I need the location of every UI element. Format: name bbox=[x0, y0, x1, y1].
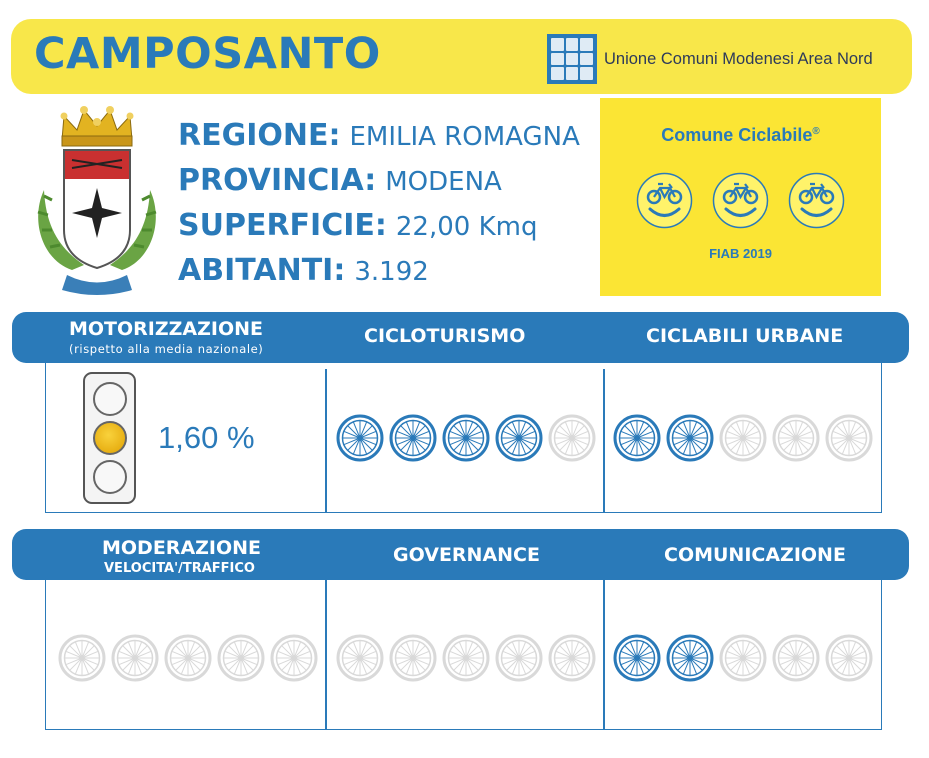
divider bbox=[325, 369, 327, 513]
union-logo-block[interactable] bbox=[547, 34, 873, 84]
coat-of-arms-icon bbox=[22, 100, 172, 300]
badge-title: Comune Ciclabile® bbox=[661, 125, 820, 145]
bike-smiley-icon bbox=[636, 172, 693, 229]
label-motorizzazione-sub: (rispetto alla media nazionale) bbox=[69, 342, 264, 356]
label-cicloturismo: CICLOTURISMO bbox=[364, 325, 526, 347]
rating-comunicazione bbox=[613, 634, 873, 682]
wheel-empty-icon bbox=[548, 634, 596, 682]
wheel-empty-icon bbox=[164, 634, 212, 682]
info-row-abitanti bbox=[178, 253, 580, 298]
divider bbox=[603, 369, 605, 513]
page-title: CAMPOSANTO bbox=[34, 29, 381, 79]
wheel-empty-icon bbox=[270, 634, 318, 682]
info-row-provincia bbox=[178, 163, 580, 208]
wheel-filled-icon bbox=[495, 414, 543, 462]
divider bbox=[325, 580, 327, 730]
info-key: ABITANTI: bbox=[178, 253, 346, 288]
label-ciclabili-urbane: CICLABILI URBANE bbox=[646, 325, 844, 347]
info-value: MODENA bbox=[385, 167, 502, 197]
municipality-info bbox=[178, 118, 580, 298]
wheel-empty-icon bbox=[111, 634, 159, 682]
wheel-filled-icon bbox=[613, 634, 661, 682]
wheel-filled-icon bbox=[666, 414, 714, 462]
info-value: EMILIA ROMAGNA bbox=[349, 122, 580, 152]
comune-ciclabile-badge bbox=[600, 98, 881, 296]
wheel-filled-icon bbox=[666, 634, 714, 682]
label-governance: GOVERNANCE bbox=[393, 544, 540, 566]
badge-footer: FIAB 2019 bbox=[709, 246, 772, 261]
union-logo-icon bbox=[547, 34, 597, 84]
motorizzazione-value: 1,60 % bbox=[158, 420, 255, 455]
rating-ciclabili-urbane bbox=[613, 414, 873, 462]
label-moderazione-sub: VELOCITA'/TRAFFICO bbox=[104, 561, 255, 576]
info-value: 3.192 bbox=[354, 257, 429, 287]
info-key: PROVINCIA: bbox=[178, 163, 377, 198]
traffic-light-icon bbox=[83, 372, 136, 504]
wheel-empty-icon bbox=[217, 634, 265, 682]
wheel-empty-icon bbox=[719, 414, 767, 462]
wheel-empty-icon bbox=[58, 634, 106, 682]
bike-smiley-icon bbox=[712, 172, 769, 229]
divider bbox=[603, 580, 605, 730]
info-value: 22,00 Kmq bbox=[395, 212, 538, 242]
info-key: SUPERFICIE: bbox=[178, 208, 387, 243]
wheel-filled-icon bbox=[389, 414, 437, 462]
info-key: REGIONE: bbox=[178, 118, 341, 153]
wheel-filled-icon bbox=[336, 414, 384, 462]
bike-smiley-icon bbox=[788, 172, 845, 229]
wheel-empty-icon bbox=[389, 634, 437, 682]
rating-moderazione bbox=[58, 634, 318, 682]
wheel-filled-icon bbox=[613, 414, 661, 462]
header-banner bbox=[11, 19, 912, 94]
wheel-empty-icon bbox=[825, 414, 873, 462]
wheel-empty-icon bbox=[772, 414, 820, 462]
badge-smileys bbox=[636, 172, 845, 229]
label-comunicazione: COMUNICAZIONE bbox=[664, 544, 846, 566]
info-row-regione bbox=[178, 118, 580, 163]
label-moderazione: MODERAZIONE bbox=[102, 537, 262, 559]
rating-cicloturismo bbox=[336, 414, 596, 462]
union-label: Unione Comuni Modenesi Area Nord bbox=[604, 49, 873, 68]
wheel-empty-icon bbox=[336, 634, 384, 682]
wheel-empty-icon bbox=[719, 634, 767, 682]
wheel-empty-icon bbox=[548, 414, 596, 462]
rating-governance bbox=[336, 634, 596, 682]
wheel-empty-icon bbox=[772, 634, 820, 682]
label-motorizzazione: MOTORIZZAZIONE bbox=[69, 318, 264, 340]
wheel-empty-icon bbox=[495, 634, 543, 682]
section-bar-1 bbox=[12, 312, 909, 363]
info-row-superficie bbox=[178, 208, 580, 253]
wheel-empty-icon bbox=[825, 634, 873, 682]
wheel-empty-icon bbox=[442, 634, 490, 682]
wheel-filled-icon bbox=[442, 414, 490, 462]
section-bar-2 bbox=[12, 529, 909, 580]
